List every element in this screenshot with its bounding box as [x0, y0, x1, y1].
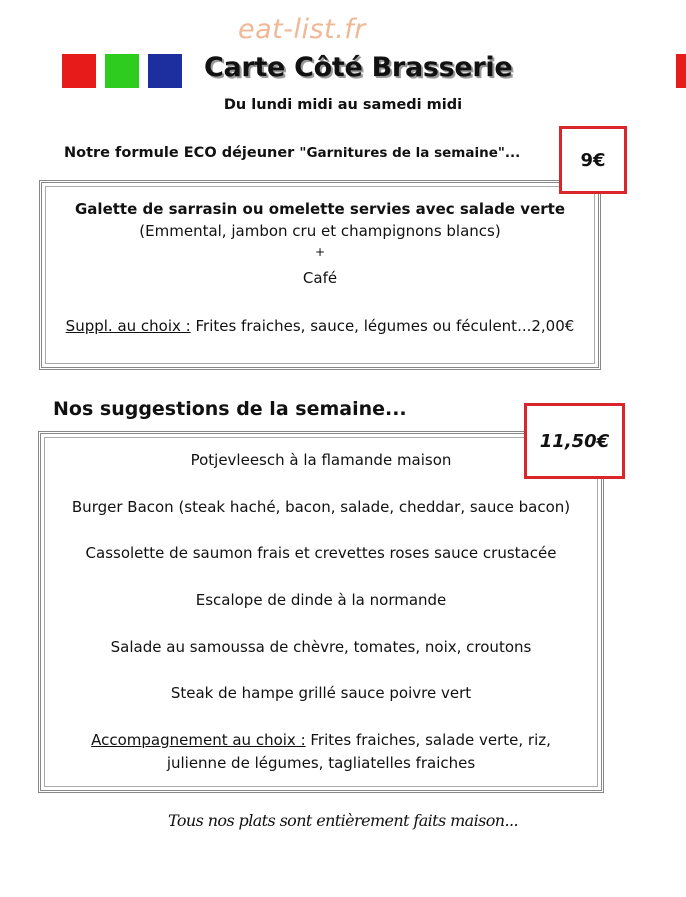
suggestion-item: Escalope de dinde à la normande [195, 591, 447, 609]
red-square-edge-decoration [676, 54, 686, 88]
side-dish-line-2: julienne de légumes, tagliatelles fraiches [166, 754, 476, 772]
formula-heading [64, 145, 520, 161]
watermark: eat-list.fr [238, 14, 366, 45]
suggestions-price-badge: 11,50€ [524, 403, 625, 479]
formula-plus: + [314, 245, 326, 259]
formula-price-badge: 9€ [559, 126, 627, 194]
suggestion-item: Potjevleesch à la flamande maison [190, 451, 452, 469]
footer-note: Tous nos plats sont entièrement faits maison... [168, 811, 518, 830]
suggestion-item: Salade au samoussa de chèvre, tomates, noix, croutons [110, 638, 532, 656]
formula-line-2: (Emmental, jambon cru et champignons blancs) [139, 222, 501, 240]
formula-heading-tag: "Garnitures de la semaine"... [299, 145, 521, 161]
formula-supplement [42, 317, 598, 335]
formula-supplement-label: Suppl. au choix : [65, 317, 191, 335]
red-square-decoration [62, 54, 96, 88]
suggestions-heading: Nos suggestions de la semaine... [53, 398, 407, 420]
suggestion-item: Burger Bacon (steak haché, bacon, salade, cheddar, sauce bacon) [71, 498, 571, 516]
formula-line-3: Café [302, 269, 338, 287]
suggestion-item: Cassolette de saumon frais et crevettes roses sauce crustacée [85, 544, 557, 562]
blue-square-decoration [148, 54, 182, 88]
formula-supplement-text: Frites fraiches, sauce, légumes ou féculent...2,00€ [190, 317, 575, 335]
formula-heading-text: Notre formule ECO déjeuner [64, 145, 295, 161]
formula-line-1: Galette de sarrasin ou omelette servies avec salade verte [75, 200, 565, 218]
suggestions-frame [38, 431, 604, 793]
side-dish-label: Accompagnement au choix : [91, 731, 306, 749]
side-dish-line-1 [41, 731, 601, 749]
formula-frame [39, 180, 601, 370]
menu-subtitle: Du lundi midi au samedi midi [223, 97, 463, 113]
suggestion-item: Steak de hampe grillé sauce poivre vert [170, 684, 472, 702]
menu-title: Carte Côté Brasserie [204, 52, 513, 83]
side-dish-text-1: Frites fraiches, salade verte, riz, [305, 731, 551, 749]
green-square-decoration [105, 54, 139, 88]
